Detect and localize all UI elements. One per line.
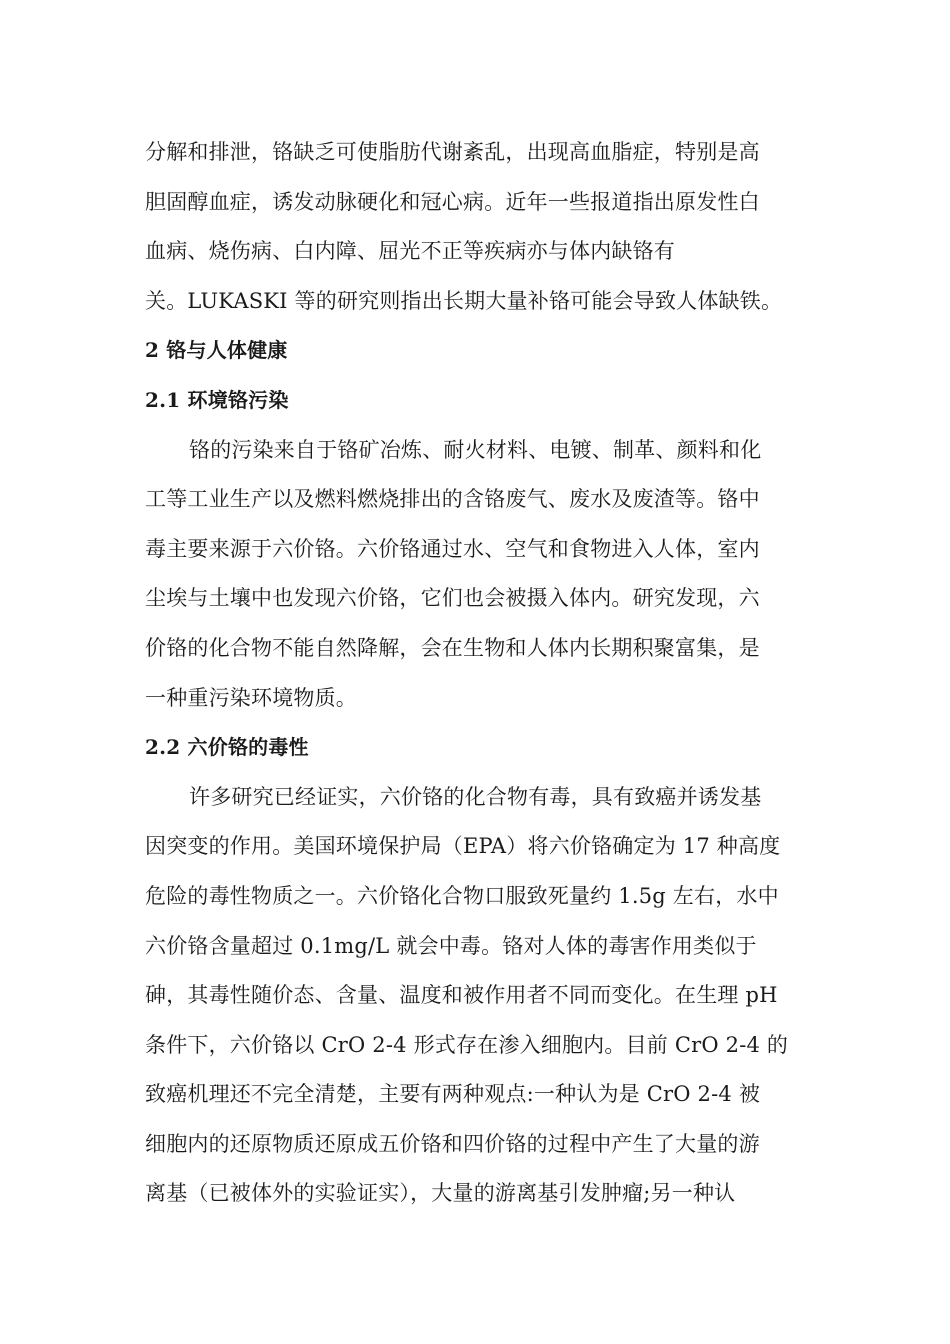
paragraph-line: 毒主要来源于六价铬。六价铬通过水、空气和食物进入人体，室内 — [145, 536, 760, 561]
paragraph-line: 胆固醇血症，诱发动脉硬化和冠心病。近年一些报道指出原发性白 — [145, 189, 760, 214]
paragraph-line: 关。LUKASKI 等的研究则指出长期大量补铬可能会导致人体缺铁。 — [145, 288, 783, 313]
paragraph-line: 因突变的作用。美国环境保护局（EPA）将六价铬确定为 17 种高度 — [145, 834, 781, 859]
paragraph-line: 一种重污染环境物质。 — [145, 685, 357, 710]
paragraph-line: 尘埃与土壤中也发现六价铬，它们也会被摄入体内。研究发现，六 — [145, 586, 760, 611]
paragraph-line: 细胞内的还原物质还原成五价铬和四价铬的过程中产生了大量的游 — [145, 1131, 760, 1156]
paragraph-line: 铬的污染来自于铬矿冶炼、耐火材料、电镀、制革、颜料和化 — [189, 437, 762, 462]
subsection-heading: 2.1 环境铬污染 — [145, 387, 289, 412]
paragraph-line: 条件下，六价铬以 CrO 2-4 形式存在渗入细胞内。目前 CrO 2-4 的 — [145, 1032, 789, 1057]
paragraph-line: 离基（已被体外的实验证实），大量的游离基引发肿瘤;另一种认 — [145, 1181, 736, 1206]
subsection-heading: 2.2 六价铬的毒性 — [145, 735, 309, 760]
paragraph-line: 工等工业生产以及燃料燃烧排出的含铬废气、废水及废渣等。铬中 — [145, 487, 760, 512]
paragraph-line: 血病、烧伤病、白内障、屈光不正等疾病亦与体内缺铬有 — [145, 239, 675, 264]
paragraph-line: 六价铬含量超过 0.1mg/L 就会中毒。铬对人体的毒害作用类似于 — [145, 933, 757, 958]
paragraph-line: 价铬的化合物不能自然降解，会在生物和人体内长期积聚富集，是 — [145, 635, 760, 660]
paragraph-line: 致癌机理还不完全清楚，主要有两种观点:一种认为是 CrO 2-4 被 — [145, 1082, 761, 1107]
section-heading: 2 铬与人体健康 — [145, 338, 288, 363]
document-page — [145, 128, 810, 1219]
paragraph-line: 砷，其毒性随价态、含量、温度和被作用者不同而变化。在生理 pH — [145, 983, 778, 1008]
paragraph-line: 许多研究已经证实，六价铬的化合物有毒，具有致癌并诱发基 — [189, 784, 762, 809]
paragraph-line: 分解和排泄，铬缺乏可使脂肪代谢紊乱，出现高血脂症，特别是高 — [145, 140, 760, 164]
paragraph-line: 危险的毒性物质之一。六价铬化合物口服致死量约 1.5g 左右，水中 — [145, 883, 779, 908]
